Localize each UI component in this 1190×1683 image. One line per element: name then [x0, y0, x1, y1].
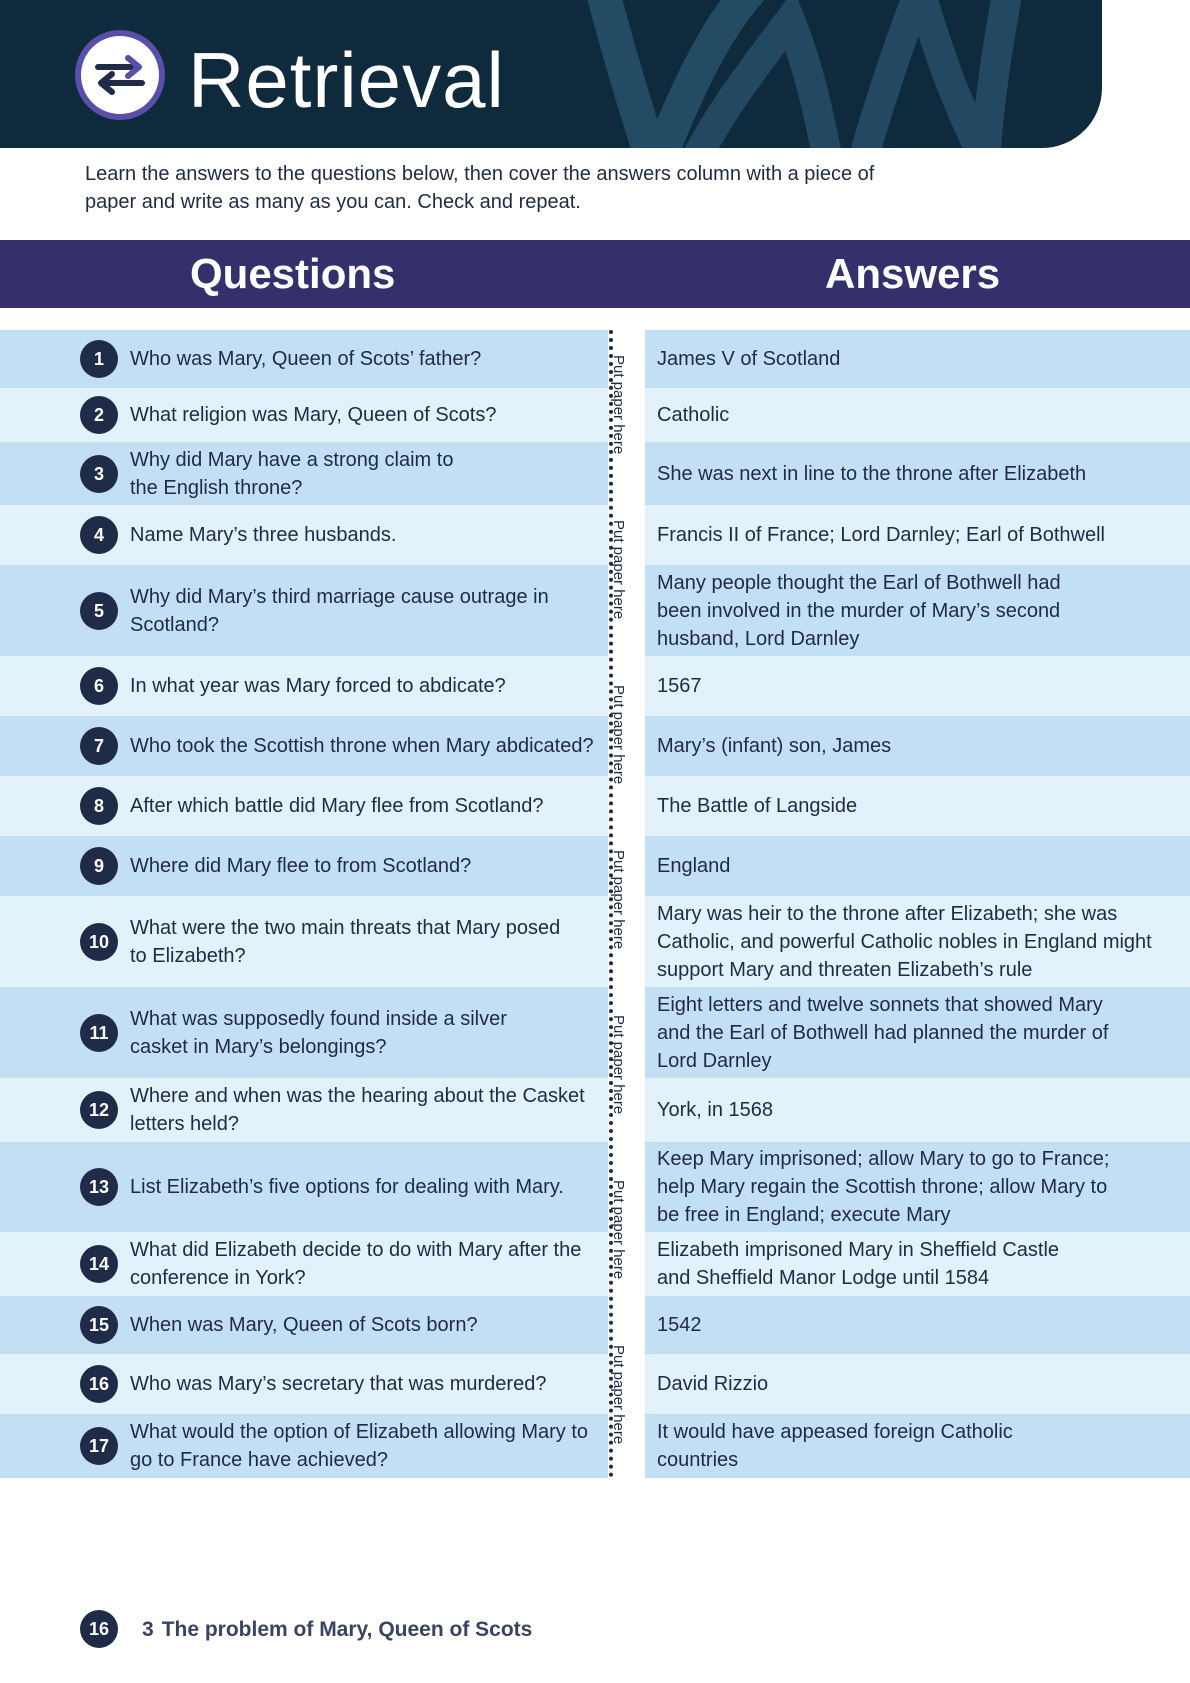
question-number: 13: [80, 1168, 118, 1206]
question-cell: [0, 505, 608, 565]
question-text: What was supposedly found inside a silver casket in Mary’s belongings?: [130, 1007, 507, 1058]
answer-text: David Rizzio: [657, 1373, 769, 1395]
answer-cell: [645, 896, 1190, 987]
put-paper-here-text: Put paper here: [610, 520, 627, 620]
table-row: [0, 896, 1190, 987]
answer-text: It would have appeased foreign Catholic countries: [657, 1421, 1013, 1471]
table-row: [0, 1078, 1190, 1142]
put-paper-here-text: Put paper here: [610, 1180, 627, 1280]
table-row: [0, 330, 1190, 388]
answer-cell: [645, 987, 1190, 1078]
question-text: Who was Mary, Queen of Scots’ father?: [130, 348, 482, 370]
question-text: After which battle did Mary flee from Scotland?: [130, 795, 544, 817]
column-header-bar: [0, 240, 1190, 308]
question-number: 7: [80, 727, 118, 765]
answer-cell: [645, 1142, 1190, 1232]
answer-cell: [645, 716, 1190, 776]
table-row: [0, 836, 1190, 896]
put-paper-here-text: Put paper here: [610, 1015, 627, 1115]
answer-text: She was next in line to the throne after Elizabeth: [657, 462, 1087, 485]
question-number: 2: [80, 396, 118, 434]
question-cell: [0, 656, 608, 716]
answers-heading: Answers: [825, 250, 1001, 297]
question-text: What would the option of Elizabeth allowing Mary to go to France have achieved?: [130, 1421, 589, 1471]
table-row: [0, 987, 1190, 1078]
question-text: List Elizabeth’s five options for dealing with Mary.: [130, 1176, 564, 1198]
question-cell: [0, 1296, 608, 1354]
question-text: Why did Mary have a strong claim to the English throne?: [130, 448, 454, 499]
chapter-number: 3: [142, 1618, 154, 1641]
table-row: [0, 776, 1190, 836]
table-row: [0, 716, 1190, 776]
question-text: Where and when was the hearing about the Casket letters held?: [130, 1085, 585, 1135]
answer-text: Eight letters and twelve sonnets that showed Mary and the Earl of Bothwell had planned the murder of Lord Darnley: [657, 993, 1109, 1072]
question-text: Name Mary’s three husbands.: [130, 524, 397, 546]
question-number: 14: [80, 1245, 118, 1283]
question-cell: [0, 442, 608, 505]
answer-text: Mary’s (infant) son, James: [657, 735, 892, 757]
question-text: When was Mary, Queen of Scots born?: [130, 1314, 478, 1336]
page-title: Retrieval: [188, 36, 505, 124]
question-cell: [0, 836, 608, 896]
question-text: Why did Mary’s third marriage cause outrage in Scotland?: [130, 585, 549, 636]
table-row: [0, 1414, 1190, 1478]
answer-cell: [645, 330, 1190, 388]
question-number: 5: [80, 592, 118, 630]
answer-cell: [645, 1414, 1190, 1478]
answer-text: James V of Scotland: [657, 348, 841, 370]
question-cell: [0, 388, 608, 442]
question-text: What did Elizabeth decide to do with Mary after the conference in York?: [130, 1239, 582, 1289]
instructions-line-1: Learn the answers to the questions below, then cover the answers column with a piece of: [85, 163, 875, 185]
header-banner: [0, 0, 1102, 148]
table-row: [0, 1142, 1190, 1232]
page-number: 16: [80, 1610, 118, 1648]
put-paper-here-text: Put paper here: [610, 850, 627, 950]
answer-text: England: [657, 855, 731, 877]
question-number: 4: [80, 516, 118, 554]
answer-cell: [645, 565, 1190, 656]
question-number: 16: [80, 1365, 118, 1403]
question-text: Who was Mary’s secretary that was murdered?: [130, 1373, 547, 1395]
question-cell: [0, 1354, 608, 1414]
table-row: [0, 505, 1190, 565]
put-paper-here-text: Put paper here: [610, 1345, 627, 1445]
swap-arrows-icon: [92, 53, 148, 97]
answer-text: Keep Mary imprisoned; allow Mary to go to France; help Mary regain the Scottish throne; allow Mary to be free in England; execute Mary: [657, 1148, 1110, 1226]
table-row: [0, 442, 1190, 505]
question-cell: [0, 330, 608, 388]
question-cell: [0, 1232, 608, 1296]
table-row: [0, 1232, 1190, 1296]
instructions: [85, 160, 945, 216]
answer-text: Francis II of France; Lord Darnley; Earl of Bothwell: [657, 524, 1105, 546]
table-row: [0, 565, 1190, 656]
question-cell: [0, 565, 608, 656]
question-text: What religion was Mary, Queen of Scots?: [130, 404, 497, 426]
question-text: In what year was Mary forced to abdicate?: [130, 675, 506, 697]
answer-cell: [645, 776, 1190, 836]
brush-decoration: [0, 0, 1102, 148]
question-cell: [0, 987, 608, 1078]
question-number: 1: [80, 340, 118, 378]
table-row: [0, 656, 1190, 716]
question-text: Who took the Scottish throne when Mary abdicated?: [130, 735, 594, 757]
qa-table: [0, 330, 1190, 1478]
question-number: 3: [80, 455, 118, 493]
question-cell: [0, 716, 608, 776]
instructions-line-2: paper and write as many as you can. Check and repeat.: [85, 191, 581, 213]
answer-cell: [645, 388, 1190, 442]
question-cell: [0, 1414, 608, 1478]
question-cell: [0, 1078, 608, 1142]
question-number: 9: [80, 847, 118, 885]
answer-cell: [645, 505, 1190, 565]
answer-text: Catholic: [657, 404, 730, 426]
chapter-name: The problem of Mary, Queen of Scots: [161, 1618, 533, 1641]
answer-text: 1567: [657, 675, 702, 697]
answer-text: Many people thought the Earl of Bothwell had been involved in the murder of Mary’s second husband, Lord Darnley: [657, 571, 1061, 650]
answer-cell: [645, 1296, 1190, 1354]
answer-cell: [645, 836, 1190, 896]
question-number: 12: [80, 1091, 118, 1129]
answer-text: York, in 1568: [657, 1099, 774, 1121]
table-row: [0, 1296, 1190, 1354]
question-number: 11: [80, 1014, 118, 1052]
question-number: 6: [80, 667, 118, 705]
question-text: What were the two main threats that Mary posed to Elizabeth?: [130, 916, 561, 967]
answer-text: Mary was heir to the throne after Elizabeth; she was Catholic, and powerful Catholic nobles in England might support Mary and threaten Elizabeth’s rule: [657, 902, 1152, 981]
question-cell: [0, 1142, 608, 1232]
retrieval-logo: [75, 30, 165, 120]
questions-heading: Questions: [190, 250, 396, 297]
table-row: [0, 1354, 1190, 1414]
question-number: 8: [80, 787, 118, 825]
table-row: [0, 388, 1190, 442]
question-text: Where did Mary flee to from Scotland?: [130, 855, 472, 877]
question-number: 15: [80, 1306, 118, 1344]
question-cell: [0, 776, 608, 836]
chapter-title: [142, 1616, 532, 1644]
question-cell: [0, 896, 608, 987]
answer-text: The Battle of Langside: [657, 795, 858, 817]
question-number: 17: [80, 1427, 118, 1465]
put-paper-here-text: Put paper here: [610, 355, 627, 455]
put-paper-here-text: Put paper here: [610, 685, 627, 785]
answer-cell: [645, 1232, 1190, 1296]
answer-cell: [645, 1354, 1190, 1414]
answer-text: 1542: [657, 1314, 702, 1336]
answer-cell: [645, 1078, 1190, 1142]
answer-cell: [645, 442, 1190, 505]
question-number: 10: [80, 923, 118, 961]
answer-text: Elizabeth imprisoned Mary in Sheffield Castle and Sheffield Manor Lodge until 1584: [657, 1239, 1060, 1289]
answer-cell: [645, 656, 1190, 716]
